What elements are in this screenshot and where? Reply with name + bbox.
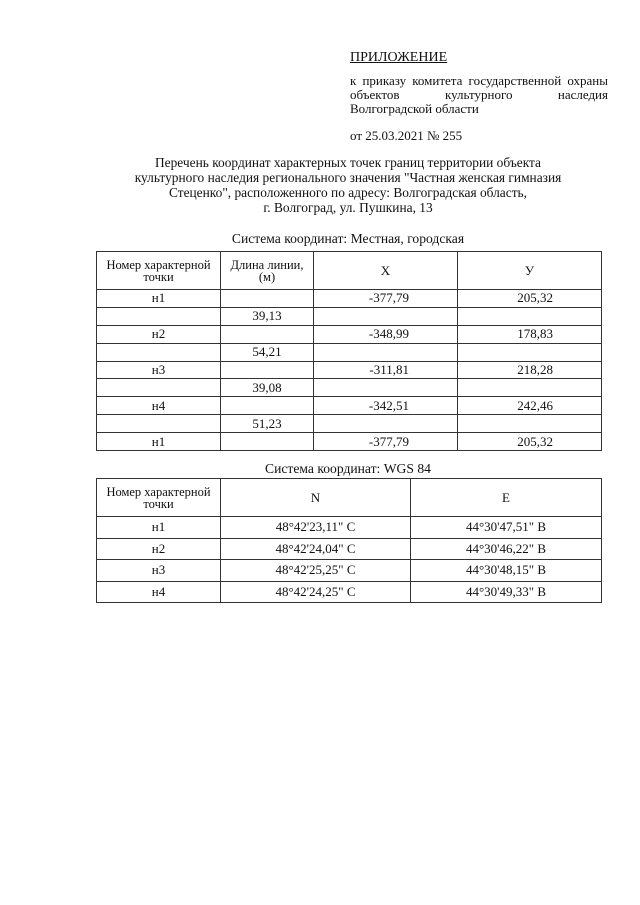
cell-line-length [221, 290, 314, 308]
cell-point-number: н4 [97, 397, 221, 415]
cell-point-number: н3 [97, 560, 221, 582]
cell-n: 48°42'25,25" С [221, 560, 411, 582]
local-system-caption: Система координат: Местная, городская [231, 231, 465, 246]
cell-x [314, 307, 458, 325]
cell-point-number [97, 415, 221, 433]
cell-x: -342,51 [314, 397, 458, 415]
table-row [97, 307, 602, 325]
header-x: X [314, 252, 458, 290]
header-point-number: Номер характерной точки [97, 479, 221, 517]
document-title [96, 155, 600, 215]
cell-y [458, 343, 602, 361]
cell-y [458, 415, 602, 433]
cell-e: 44°30'47,51" В [411, 517, 602, 539]
cell-n: 48°42'24,04" С [221, 538, 411, 560]
cell-x: -348,99 [314, 325, 458, 343]
cell-line-length: 39,13 [221, 307, 314, 325]
table-row [97, 581, 602, 603]
cell-y [458, 379, 602, 397]
cell-point-number [97, 379, 221, 397]
cell-y: 205,32 [458, 290, 602, 308]
cell-line-length [221, 361, 314, 379]
document-title-line: г. Волгоград, ул. Пушкина, 13 [263, 200, 433, 215]
table-header-row [97, 252, 602, 290]
cell-point-number [97, 343, 221, 361]
table-row [97, 433, 602, 451]
cell-line-length: 39,08 [221, 379, 314, 397]
cell-n: 48°42'24,25" С [221, 581, 411, 603]
cell-line-length [221, 397, 314, 415]
cell-y: 218,28 [458, 361, 602, 379]
cell-point-number: н1 [97, 517, 221, 539]
cell-line-length: 51,23 [221, 415, 314, 433]
cell-point-number: н1 [97, 433, 221, 451]
header-e: E [411, 479, 602, 517]
header-line-length: Длина линии, (м) [221, 252, 314, 290]
cell-x [314, 415, 458, 433]
table-row [97, 343, 602, 361]
cell-e: 44°30'46,22" В [411, 538, 602, 560]
table-row [97, 325, 602, 343]
table-row [97, 290, 602, 308]
cell-x [314, 379, 458, 397]
cell-x: -311,81 [314, 361, 458, 379]
local-coordinates-table [96, 251, 602, 451]
cell-line-length [221, 325, 314, 343]
appendix-order-reference: к приказу комитета государственной охраны объектов культурного наследия Волгоградской области [350, 73, 608, 116]
header-point-number: Номер характерной точки [97, 252, 221, 290]
appendix-title: ПРИЛОЖЕНИЕ [350, 50, 448, 65]
document-title-line: культурного наследия регионального значения "Частная женская гимназия [134, 170, 562, 185]
cell-y: 242,46 [458, 397, 602, 415]
table-row [97, 361, 602, 379]
header-y: У [458, 252, 602, 290]
cell-point-number: н2 [97, 538, 221, 560]
cell-e: 44°30'48,15" В [411, 560, 602, 582]
cell-point-number [97, 307, 221, 325]
cell-x: -377,79 [314, 290, 458, 308]
cell-y: 205,32 [458, 433, 602, 451]
table-row [97, 560, 602, 582]
header-n: N [221, 479, 411, 517]
cell-point-number: н3 [97, 361, 221, 379]
document-title-line: Стеценко", расположенного по адресу: Волгоградская область, [168, 185, 528, 200]
cell-x: -377,79 [314, 433, 458, 451]
cell-line-length [221, 433, 314, 451]
table-row [97, 415, 602, 433]
document-title-line: Перечень координат характерных точек границ территории объекта [155, 155, 541, 170]
table-row [97, 517, 602, 539]
cell-y [458, 307, 602, 325]
cell-line-length: 54,21 [221, 343, 314, 361]
table-row [97, 397, 602, 415]
cell-point-number: н1 [97, 290, 221, 308]
cell-point-number: н4 [97, 581, 221, 603]
cell-e: 44°30'49,33" В [411, 581, 602, 603]
wgs84-coordinates-table [96, 478, 602, 603]
appendix-date: от 25.03.2021 № 255 [350, 128, 463, 143]
wgs-system-caption: Система координат: WGS 84 [265, 461, 431, 476]
cell-point-number: н2 [97, 325, 221, 343]
table-row [97, 379, 602, 397]
cell-x [314, 343, 458, 361]
cell-n: 48°42'23,11" С [221, 517, 411, 539]
table-row [97, 538, 602, 560]
table-header-row [97, 479, 602, 517]
cell-y: 178,83 [458, 325, 602, 343]
